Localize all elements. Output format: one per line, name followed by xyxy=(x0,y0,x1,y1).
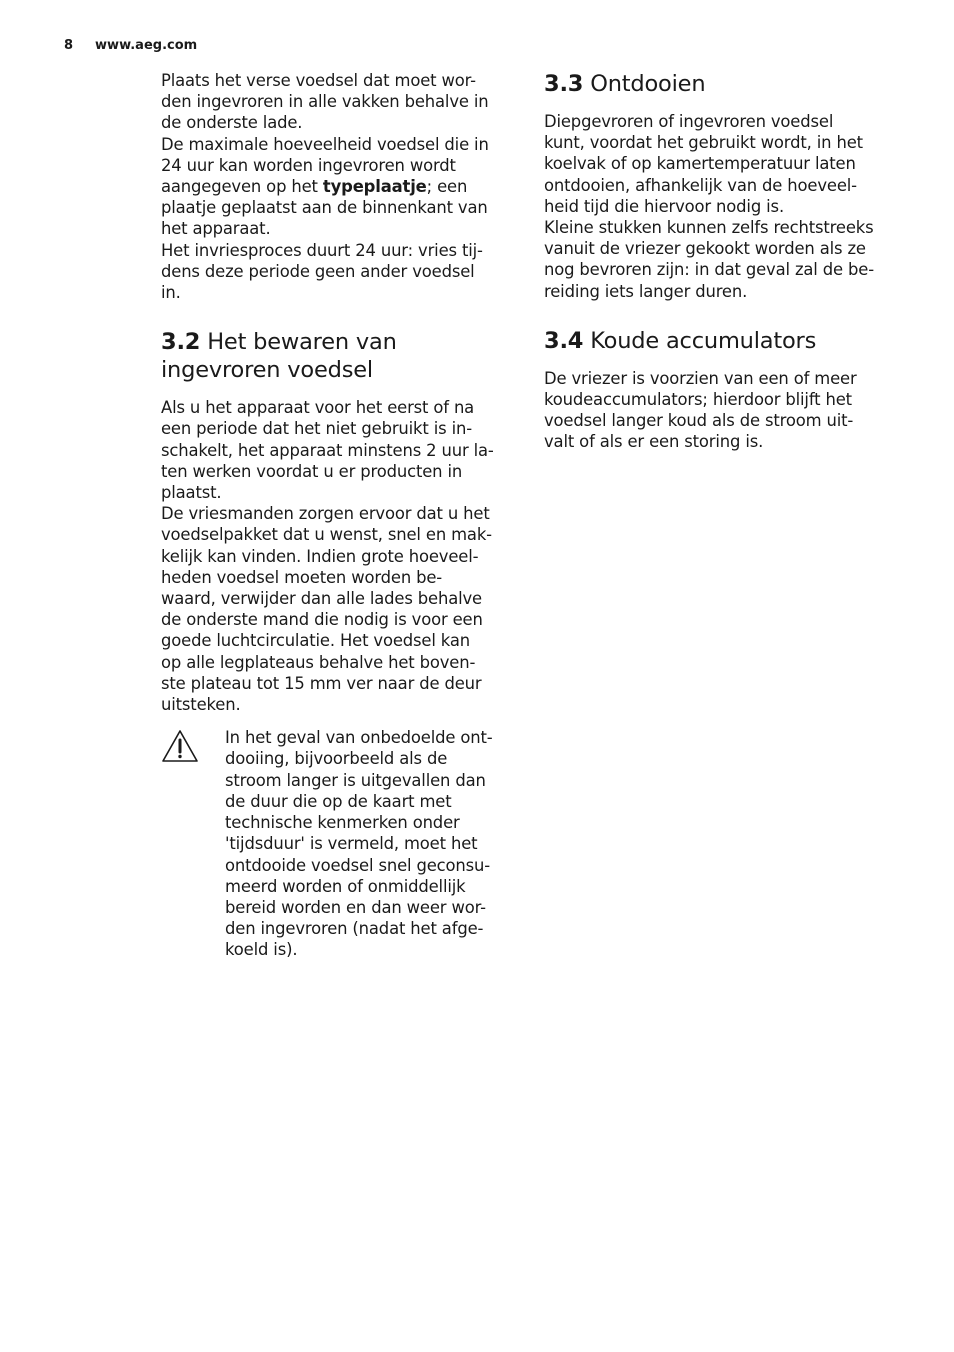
text-line: voedselpakket dat u wenst, snel en mak- xyxy=(161,525,492,545)
text-line: Als u het apparaat voor het eerst of na xyxy=(161,398,475,418)
text-line: reiding iets langer duren. xyxy=(544,281,748,301)
text-line: koudeaccumulators; hierdoor blijft het xyxy=(544,390,852,410)
text-line: den ingevroren (nadat het afge- xyxy=(225,919,484,939)
text-line: uitsteken. xyxy=(161,695,241,715)
text-line: De maximale hoeveelheid voedsel die in xyxy=(161,134,489,154)
text-line: Kleine stukken kunnen zelfs rechtstreeks xyxy=(544,218,874,238)
text-line: den ingevroren in alle vakken behalve in xyxy=(161,92,489,112)
typeplaatje-term: typeplaatje xyxy=(322,177,427,197)
page-header xyxy=(64,38,197,53)
text-line: de onderste lade. xyxy=(161,113,303,133)
text-line: Plaats het verse voedsel dat moet wor- xyxy=(161,71,476,90)
text-run: aangegeven op het xyxy=(161,177,323,197)
text-line: kelijk kan vinden. Indien grote hoeveel- xyxy=(161,546,479,566)
text-line: een periode dat het niet gebruikt is in- xyxy=(161,419,472,439)
text-line: goede luchtcirculatie. Het voedsel kan xyxy=(161,631,470,651)
heading-line xyxy=(161,328,513,356)
text-line: waard, verwijder dan alle lades behalve xyxy=(161,589,482,609)
warning-text xyxy=(225,727,513,960)
section-heading-3-2 xyxy=(161,328,513,384)
text-line: de duur die op de kaart met xyxy=(225,791,452,811)
text-line: valt of als er een storing is. xyxy=(544,432,764,452)
text-line: dooiing, bijvoorbeeld als de xyxy=(225,749,448,769)
section-title: Ontdooien xyxy=(583,71,706,97)
text-run: ; een xyxy=(426,177,468,197)
section-heading-3-4 xyxy=(544,327,896,355)
text-line: nog bevroren zijn: in dat geval zal de be- xyxy=(544,260,874,280)
text-line: koelvak of op kamertemperatuur laten xyxy=(544,154,856,174)
section-title: Het bewaren van xyxy=(200,329,397,356)
warning-triangle-icon xyxy=(161,727,225,960)
text-line: In het geval van onbedoelde ont- xyxy=(225,728,493,748)
warning-block xyxy=(161,727,513,960)
left-column xyxy=(161,70,513,961)
section-number: 3.3 xyxy=(544,71,584,97)
intro-paragraph xyxy=(161,70,513,303)
text-line: bereid worden en dan weer wor- xyxy=(225,897,486,917)
section-title: Koude accumulators xyxy=(583,327,817,354)
text-line: het apparaat. xyxy=(161,219,271,239)
text-line: ontdooien, afhankelijk van de hoeveel- xyxy=(544,175,857,195)
heading-line: ingevroren voedsel xyxy=(161,357,373,384)
text-line: de onderste mand die nodig is voor een xyxy=(161,610,483,630)
text-line: vanuit de vriezer gekookt worden als ze xyxy=(544,239,866,259)
section-number: 3.2 xyxy=(161,329,201,356)
text-line: plaatst. xyxy=(161,483,222,503)
text-line: meerd worden of onmiddellijk xyxy=(225,876,466,896)
section-3-4-body xyxy=(544,368,896,453)
section-number: 3.4 xyxy=(544,327,584,354)
text-line: schakelt, het apparaat minstens 2 uur la- xyxy=(161,440,494,460)
text-line: ten werken voordat u er producten in xyxy=(161,461,463,481)
text-line: Het invriesproces duurt 24 uur: vries tij- xyxy=(161,240,483,260)
text-line: koeld is). xyxy=(225,940,298,960)
text-line: voedsel langer koud als de stroom uit- xyxy=(544,411,854,431)
page-number: 8 xyxy=(64,38,74,53)
text-line: 24 uur kan worden ingevroren wordt xyxy=(161,155,456,175)
text-line: Diepgevroren of ingevroren voedsel xyxy=(544,112,834,131)
section-heading-3-3 xyxy=(544,70,896,98)
text-line: 'tijdsduur' is vermeld, moet het xyxy=(225,834,478,854)
section-3-3-body xyxy=(544,111,896,302)
right-column xyxy=(544,70,896,453)
section-3-2-body xyxy=(161,397,513,715)
text-line: stroom langer is uitgevallen dan xyxy=(225,770,486,790)
website-link[interactable]: www.aeg.com xyxy=(95,38,198,53)
text-line: dens deze periode geen ander voedsel xyxy=(161,261,475,281)
text-line: in. xyxy=(161,283,181,303)
text-line: ste plateau tot 15 mm ver naar de deur xyxy=(161,673,482,693)
text-line-typeplaatje xyxy=(161,176,513,197)
text-line: heden voedsel moeten worden be- xyxy=(161,567,443,587)
text-line: De vriezer is voorzien van een of meer xyxy=(544,368,857,388)
text-line: ontdooide voedsel snel geconsu- xyxy=(225,855,491,875)
text-line: technische kenmerken onder xyxy=(225,813,460,833)
text-line: kunt, voordat het gebruikt wordt, in het xyxy=(544,133,863,153)
text-line: op alle legplateaus behalve het boven- xyxy=(161,652,476,672)
text-line: plaatje geplaatst aan de binnenkant van xyxy=(161,198,488,218)
text-line: heid tijd die hiervoor nodig is. xyxy=(544,196,785,216)
text-line: De vriesmanden zorgen ervoor dat u het xyxy=(161,504,490,524)
